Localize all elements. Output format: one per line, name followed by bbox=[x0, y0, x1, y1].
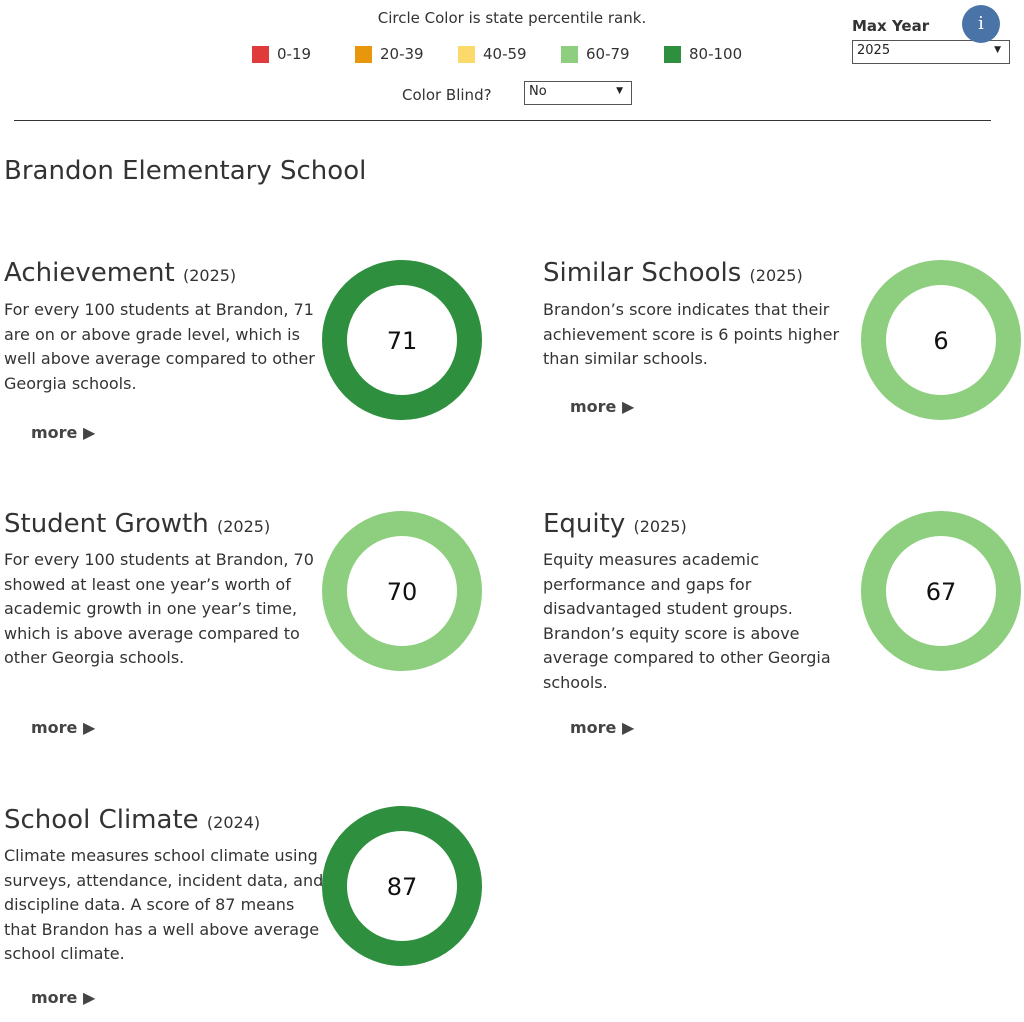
legend-swatch-light-green bbox=[561, 46, 578, 63]
more-link-equity[interactable]: more ▶ bbox=[570, 718, 635, 737]
metric-achievement bbox=[4, 258, 315, 396]
score-value: 70 bbox=[386, 578, 418, 606]
score-ring-equity bbox=[861, 511, 1021, 671]
metric-school-climate bbox=[4, 805, 323, 967]
metric-title: School Climate (2024) bbox=[4, 805, 261, 835]
color-blind-value: No bbox=[529, 84, 547, 99]
metric-title: Student Growth (2025) bbox=[4, 509, 271, 539]
score-ring-similar-schools bbox=[861, 260, 1021, 420]
legend-swatch-dark-green bbox=[664, 46, 681, 63]
color-blind-select[interactable] bbox=[524, 81, 632, 105]
legend-item-40-59: 40-59 bbox=[458, 45, 527, 63]
metric-description: Climate measures school climate using surveys, attendance, incident data, and discipline data. A score of 87 means that Brandon has a well above average school climate. bbox=[4, 846, 324, 963]
max-year-value: 2025 bbox=[857, 43, 891, 58]
metric-year: (2024) bbox=[206, 813, 261, 832]
score-value: 71 bbox=[386, 327, 418, 355]
score-ring-student-growth bbox=[322, 511, 482, 671]
more-link-school-climate[interactable]: more ▶ bbox=[31, 988, 96, 1007]
legend-item-80-100: 80-100 bbox=[664, 45, 742, 63]
max-year-label: Max Year bbox=[852, 17, 930, 35]
school-name: Brandon Elementary School bbox=[4, 156, 367, 186]
header-divider bbox=[14, 120, 991, 121]
more-link-achievement[interactable]: more ▶ bbox=[31, 423, 96, 442]
metric-year: (2025) bbox=[217, 517, 271, 536]
metric-year: (2025) bbox=[182, 266, 237, 285]
metric-title: Equity (2025) bbox=[543, 509, 687, 539]
metric-similar-schools bbox=[543, 258, 839, 372]
metric-title: Achievement (2025) bbox=[4, 258, 237, 288]
legend-swatch-red bbox=[252, 46, 269, 63]
chevron-down-icon: ▼ bbox=[994, 45, 1001, 55]
max-year-select[interactable] bbox=[852, 40, 1010, 64]
legend-item-60-79: 60-79 bbox=[561, 45, 630, 63]
score-value: 6 bbox=[933, 327, 949, 355]
metric-title: Similar Schools (2025) bbox=[543, 258, 803, 288]
metric-equity bbox=[543, 509, 831, 695]
color-blind-label: Color Blind? bbox=[402, 86, 492, 104]
score-value: 67 bbox=[925, 578, 957, 606]
metric-description: For every 100 students at Brandon, 71 are on or above grade level, which is well above average compared to other Georgia schools. bbox=[4, 300, 315, 393]
metric-year: (2025) bbox=[749, 266, 803, 285]
chevron-down-icon: ▼ bbox=[616, 86, 623, 96]
metric-description: Brandon’s score indicates that their achievement score is 6 points higher than similar schools. bbox=[543, 300, 840, 368]
score-ring-achievement bbox=[322, 260, 482, 420]
info-icon[interactable]: i bbox=[962, 5, 1000, 43]
legend-item-20-39: 20-39 bbox=[355, 45, 424, 63]
legend-swatch-yellow bbox=[458, 46, 475, 63]
legend-item-0-19: 0-19 bbox=[252, 45, 311, 63]
metric-description: Equity measures academic performance and gaps for disadvantaged student groups. Brandon’s equity score is above average compared to other Georgia schools. bbox=[543, 550, 831, 692]
metric-student-growth bbox=[4, 509, 314, 671]
metric-description: For every 100 students at Brandon, 70 showed at least one year’s worth of academic growth in one year’s time, which is above average compared to other Georgia schools. bbox=[4, 550, 314, 667]
legend-swatch-orange bbox=[355, 46, 372, 63]
metric-year: (2025) bbox=[633, 517, 687, 536]
more-link-similar-schools[interactable]: more ▶ bbox=[570, 397, 635, 416]
score-ring-school-climate bbox=[322, 806, 482, 966]
legend-title: Circle Color is state percentile rank. bbox=[377, 9, 647, 27]
score-value: 87 bbox=[386, 873, 418, 901]
more-link-student-growth[interactable]: more ▶ bbox=[31, 718, 96, 737]
